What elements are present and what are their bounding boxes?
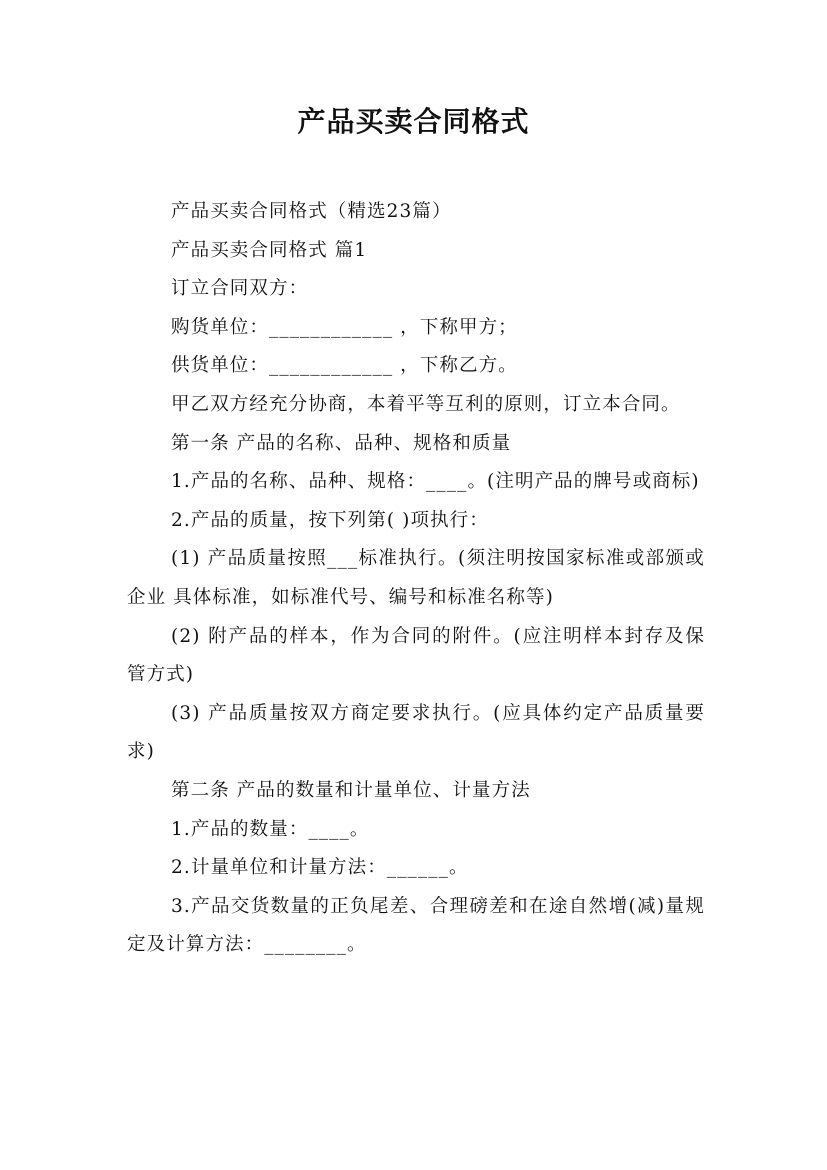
paragraph-parties-intro: 订立合同双方：: [171, 278, 309, 300]
paragraph-agreement: 甲乙双方经充分协商，本着平等互利的原则，订立本合同。: [171, 393, 681, 415]
paragraph-article-2-item-3: 3.产品交货数量的正负尾差、合理磅差和在途自然增(减)量规定及计算方法：________。: [127, 895, 705, 956]
paragraph-article-1: 第一条 产品的名称、品种、规格和质量: [171, 432, 512, 454]
paragraph-quality-option-2: (2) 附产品的样本，作为合同的附件。(应注明样本封存及保管方式): [127, 625, 705, 686]
paragraph-buyer: 购货单位：____________ ，下称甲方；: [171, 316, 518, 338]
paragraph-article-1-item-2: 2.产品的质量，按下列第( )项执行：: [171, 509, 489, 531]
paragraph-section-heading: 产品买卖合同格式 篇1: [171, 239, 368, 261]
paragraph-seller: 供货单位：____________ ，下称乙方。: [171, 355, 518, 377]
paragraph-article-1-item-1: 1.产品的名称、品种、规格：____。(注明产品的牌号或商标): [171, 471, 700, 493]
document-body: [127, 193, 705, 965]
paragraph-article-2-item-1: 1.产品的数量：____。: [171, 818, 370, 840]
document-title: 产品买卖合同格式: [297, 105, 530, 138]
paragraph-subtitle: 产品买卖合同格式（精选23篇）: [171, 201, 452, 222]
paragraph-quality-option-1: (1) 产品质量按照___标准执行。(须注明按国家标准或部颁或企业 具体标准，如标准代号、编号和标准名称等): [127, 548, 705, 608]
paragraph-article-2: 第二条 产品的数量和计量单位、计量方法: [171, 779, 531, 801]
paragraph-article-2-item-2: 2.计量单位和计量方法：______。: [171, 857, 469, 879]
paragraph-quality-option-3: (3) 产品质量按双方商定要求执行。(应具体约定产品质量要求): [127, 702, 705, 763]
